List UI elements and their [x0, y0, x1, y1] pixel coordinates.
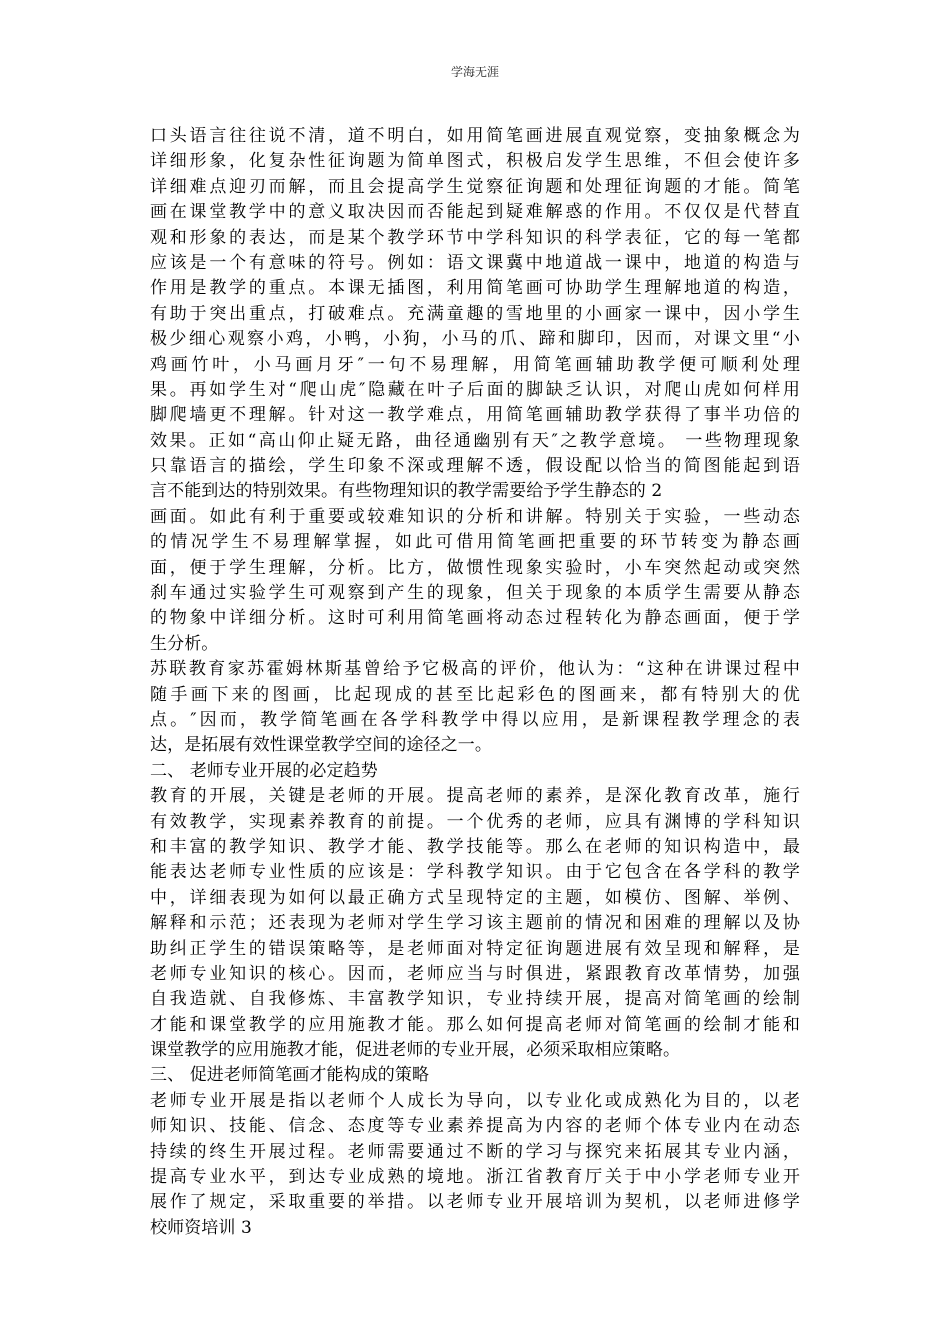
text-line: 画在课堂教学中的意义取决因而否能起到疑难解惑的作用。不仅仅是代替直	[150, 202, 800, 223]
text-line: 老师专业知识的核心。因而，老师应当与时俱进，紧跟教育改革情势，加强	[150, 963, 800, 984]
text-line: 极少细心观察小鸡，小鸭，小狗，小马的爪、蹄和脚印，因而，对课文里“小	[150, 329, 800, 350]
text-line: 的情况学生不易理解掌握，如此可借用简笔画把重要的环节转变为静态画	[150, 532, 800, 553]
text-line: 课堂教学的应用施教才能，促进老师的专业开展，必须采取相应策略。	[150, 1040, 681, 1061]
text-line: 老师专业开展是指以老师个人成长为导向，以专业化或成熟化为目的，以老	[150, 1090, 800, 1111]
text-line: 有助于突出重点，打破难点。充满童趣的雪地里的小画家一课中，因小学生	[150, 303, 800, 324]
document-body	[150, 124, 800, 1241]
header-text: 学海无涯	[450, 65, 499, 79]
text-line: 三、 促进老师简笔画才能构成的策略	[150, 1065, 430, 1086]
text-line: 生分析。	[150, 633, 219, 654]
text-line: 画面。如此有利于重要或较难知识的分析和讲解。特别关于实验，一些动态	[150, 506, 800, 527]
text-line: 和丰富的教学知识、教学才能、教学技能等。那么在老师的知识构造中，最	[150, 836, 800, 857]
text-line: 有效教学，实现素养教育的前提。一个优秀的老师，应具有渊博的学科知识	[150, 811, 800, 832]
text-line: 提高专业水平，到达专业成熟的境地。浙江省教育厅关于中小学老师专业开	[150, 1167, 800, 1188]
text-line: 详细形象，化复杂性征询题为简单图式，积极启发学生思维，不但会使许多	[150, 151, 800, 172]
text-line: 自我造就、自我修炼、丰富教学知识，专业持续开展，提高对简笔画的绘制	[150, 989, 800, 1010]
text-line: 能表达老师专业性质的应该是：学科教学知识。由于它包含在各学科的教学	[150, 862, 800, 883]
text-line: 效果。正如“高山仰止疑无路，曲径通幽别有天″之教学意境。 一些物理现象	[150, 430, 800, 451]
text-line: 解释和示范；还表现为老师对学生学习该主题前的情况和困难的理解以及协	[150, 913, 800, 934]
text-line: 脚爬墙更不理解。针对这一教学难点，用简笔画辅助教学获得了事半功倍的	[150, 405, 800, 426]
text-line: 果。再如学生对“爬山虎″隐藏在叶子后面的脚缺乏认识，对爬山虎如何样用	[150, 379, 800, 400]
text-line: 点。″因而，教学简笔画在各学科教学中得以应用，是新课程教学理念的表	[150, 709, 800, 730]
text-line: 二、 老师专业开展的必定趋势	[150, 760, 378, 781]
text-line: 观和形象的表达，而是某个教学环节中学科知识的科学表征，它的每一笔都	[150, 227, 800, 248]
page-header	[0, 64, 950, 80]
text-line: 教育的开展，关键是老师的开展。提高老师的素养，是深化教育改革，施行	[150, 786, 800, 807]
text-line: 才能和课堂教学的应用施教才能。那么如何提高老师对简笔画的绘制才能和	[150, 1014, 800, 1035]
text-line: 校师资培训 3	[150, 1217, 252, 1238]
text-line: 的物象中详细分析。这时可利用简笔画将动态过程转化为静态画面，便于学	[150, 608, 800, 629]
text-line: 详细难点迎刃而解，而且会提高学生觉察征询题和处理征询题的才能。简笔	[150, 176, 800, 197]
text-line: 展作了规定，采取重要的举措。以老师专业开展培训为契机，以老师进修学	[150, 1192, 800, 1213]
text-line: 只靠语言的描绘，学生印象不深或理解不透，假设配以恰当的简图能起到语	[150, 456, 800, 477]
text-line: 助纠正学生的错误策略等，是老师面对特定征询题进展有效呈现和解释，是	[150, 938, 800, 959]
text-line: 苏联教育家苏霍姆林斯基曾给予它极高的评价，他认为：“这种在讲课过程中	[150, 659, 800, 680]
text-line: 达，是拓展有效性课堂教学空间的途径之一。	[150, 735, 492, 756]
text-line: 刹车通过实验学生可观察到产生的现象，但关于现象的本质学生需要从静态	[150, 583, 800, 604]
text-line: 作用是教学的重点。本课无插图，利用简笔画可协助学生理解地道的构造，	[150, 278, 800, 299]
text-line: 随手画下来的图画，比起现成的甚至比起彩色的图画来，都有特别大的优	[150, 684, 800, 705]
text-line: 师知识、技能、信念、态度等专业素养提高为内容的老师个体专业内在动态	[150, 1116, 800, 1137]
text-line: 持续的终生开展过程。老师需要通过不断的学习与探究来拓展其专业内涵，	[150, 1141, 800, 1162]
text-line: 中，详细表现为如何以最正确方式呈现特定的主题，如模仿、图解、举例、	[150, 887, 800, 908]
text-line: 鸡画竹叶，小马画月牙″一句不易理解，用简笔画辅助教学便可顺利处理	[150, 354, 800, 375]
text-line: 应该是一个有意味的符号。例如：语文课冀中地道战一课中，地道的构造与	[150, 252, 800, 273]
text-line: 面，便于学生理解，分析。比方，做惯性现象实验时，小车突然起动或突然	[150, 557, 800, 578]
text-line: 口头语言往往说不清，道不明白，如用简笔画进展直观觉察，变抽象概念为	[150, 126, 800, 146]
text-line: 言不能到达的特别效果。有些物理知识的教学需要给予学生静态的 2	[150, 481, 663, 502]
